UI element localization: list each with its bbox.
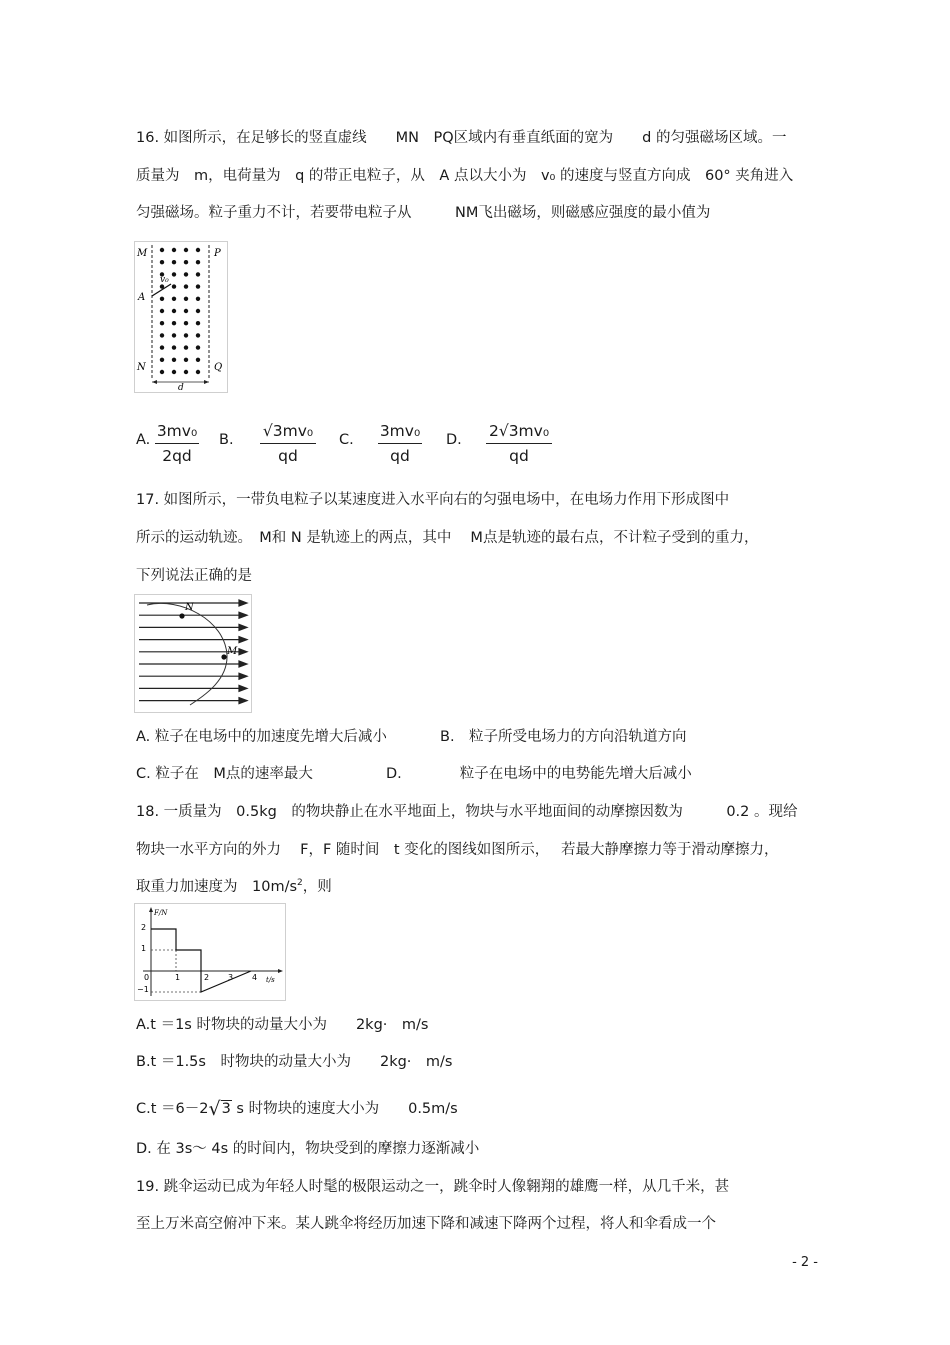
field-dot	[184, 345, 188, 349]
q17-option-d: D. 粒子在电场中的电势能先增大后减小	[386, 766, 692, 782]
q16-option-a-letter: A.	[136, 432, 151, 448]
q16-option-d-fraction	[486, 420, 552, 467]
q18-option-d: D. 在 3s～ 4s 的时间内，物块受到的摩擦力逐渐减小	[136, 1141, 480, 1157]
q16-option-a-denominator: 2qd	[162, 447, 192, 465]
y-tick-0: 0	[144, 973, 150, 982]
field-dot	[184, 370, 188, 374]
label-d: d	[178, 383, 184, 392]
field-dot	[196, 284, 200, 288]
field-dot	[184, 284, 188, 288]
field-dot	[196, 309, 200, 313]
field-dot	[196, 297, 200, 301]
field-dot	[184, 321, 188, 325]
q18-option-c-part3: s 时物块的速度大小为 0.5m/s	[231, 1101, 458, 1117]
field-dot	[172, 284, 176, 288]
q18-option-c-radicand: 3	[221, 1101, 231, 1117]
field-dot	[196, 358, 200, 362]
field-dot	[196, 321, 200, 325]
field-dot	[160, 370, 164, 374]
q16-magnetic-field-figure	[134, 241, 228, 393]
field-dot	[172, 345, 176, 349]
field-dot	[172, 272, 176, 276]
field-dot	[196, 345, 200, 349]
q18-line3	[136, 875, 332, 896]
label-v0: v₀	[160, 275, 169, 285]
x-tick-2: 2	[204, 973, 210, 982]
field-dot	[184, 297, 188, 301]
q17-option-c: C. 粒子在 M点的速率最大	[136, 766, 313, 782]
field-arrowhead	[239, 649, 247, 655]
field-dot	[184, 333, 188, 337]
y-tick-2: 2	[141, 923, 147, 932]
field-dot	[160, 358, 164, 362]
field-dot	[172, 309, 176, 313]
point-M	[221, 654, 226, 659]
q18-option-b: B.t ＝1.5s 时物块的动量大小为 2kg· m/s	[136, 1054, 453, 1070]
field-dot	[172, 333, 176, 337]
field-arrowhead	[239, 685, 247, 691]
x-tick-4: 4	[252, 973, 258, 982]
field-arrowhead	[239, 600, 247, 606]
field-dot	[184, 248, 188, 252]
q18-option-c	[136, 1096, 458, 1118]
q18-option-a: A.t ＝1s 时物块的动量大小为 2kg· m/s	[136, 1017, 429, 1033]
y-tick-neg1: −1	[137, 985, 149, 994]
field-arrowhead	[239, 673, 247, 679]
x-tick-1: 1	[175, 973, 181, 982]
q16-option-c-denominator: qd	[390, 447, 410, 465]
q16-option-d-denominator: qd	[509, 447, 529, 465]
y-tick-1: 1	[141, 944, 147, 953]
q16-option-b-fraction	[260, 420, 316, 467]
q17-figure-svg	[135, 595, 251, 712]
q18-force-time-graph	[134, 903, 286, 1001]
label-Q: Q	[214, 362, 223, 373]
x-axis-label: t/s	[266, 976, 275, 984]
label-N: N	[137, 362, 146, 373]
field-dot	[160, 333, 164, 337]
field-dot	[184, 272, 188, 276]
q17-option-b: B. 粒子所受电场力的方向沿轨道方向	[440, 729, 687, 745]
q18-line2: 物块一水平方向的外力 F，F 随时间 t 变化的图线如图所示， 若最大静摩擦力等于滑动摩擦力，	[136, 842, 779, 858]
label-P: P	[214, 248, 221, 259]
field-dot	[196, 248, 200, 252]
q17-option-a: A. 粒子在电场中的加速度先增大后减小	[136, 729, 387, 745]
field-arrowhead	[239, 698, 247, 704]
field-dot	[160, 345, 164, 349]
sqrt-sign: √	[208, 1098, 221, 1120]
q16-line2: 质量为 m，电荷量为 q 的带正电粒子，从 A 点以大小为 v₀ 的速度与竖直方向成 60° 夹角进入	[136, 168, 794, 184]
q18-line3-b: ，则	[302, 879, 332, 895]
q18-chart-svg	[135, 904, 285, 1000]
label-M: M	[227, 646, 238, 657]
label-M: M	[137, 248, 148, 259]
q16-line1: 16. 如图所示，在足够长的竖直虚线 MN PQ区域内有垂直纸面的宽为 d 的匀强磁场区域。一	[136, 130, 787, 146]
y-axis-label: F/N	[154, 909, 168, 917]
q16-option-a-fraction	[155, 420, 199, 467]
field-dot	[172, 297, 176, 301]
q16-option-b-denominator: qd	[278, 447, 298, 465]
field-dot	[196, 370, 200, 374]
label-N: N	[185, 602, 194, 613]
q19-line2: 至上万米高空俯冲下来。某人跳伞将经历加速下降和减速下降两个过程，将人和伞看成一个	[136, 1216, 716, 1232]
q18-line1: 18. 一质量为 0.5kg 的物块静止在水平地面上，物块与水平地面间的动摩擦因数为 0.2 。现给	[136, 804, 798, 820]
field-dot	[172, 260, 176, 264]
field-dot	[184, 309, 188, 313]
q16-option-b-numerator: √3mv₀	[262, 422, 314, 440]
q16-option-d-letter: D.	[446, 432, 462, 448]
field-dot	[160, 260, 164, 264]
q16-option-c-fraction	[378, 420, 422, 467]
q16-option-c-numerator: 3mv₀	[379, 422, 421, 440]
q16-option-c-letter: C.	[339, 432, 354, 448]
q18-option-c-part1: C.t ＝6－2	[136, 1101, 209, 1117]
q16-line3: 匀强磁场。粒子重力不计，若要带电粒子从 NM飞出磁场，则磁感应强度的最小值为	[136, 205, 711, 221]
field-dot	[196, 333, 200, 337]
trajectory-curve	[147, 603, 227, 705]
field-dot	[184, 358, 188, 362]
q19-line1: 19. 跳伞运动已成为年轻人时髦的极限运动之一，跳伞时人像翱翔的雄鹰一样，从几千米，甚	[136, 1179, 730, 1195]
field-dot	[160, 309, 164, 313]
label-A: A	[138, 292, 146, 303]
point-N	[179, 613, 184, 618]
field-dot	[196, 260, 200, 264]
q18-line3-a: 取重力加速度为 10m/s	[136, 879, 298, 895]
field-arrowhead	[239, 612, 247, 618]
field-arrowhead	[239, 661, 247, 667]
field-dot	[172, 321, 176, 325]
q18-line3-sup: 2	[297, 878, 303, 889]
field-dot	[160, 321, 164, 325]
force-series-line	[151, 929, 251, 992]
q16-option-b-letter: B.	[219, 432, 234, 448]
field-dot	[184, 260, 188, 264]
field-arrowhead	[239, 624, 247, 630]
q16-figure-svg	[135, 242, 227, 392]
field-dot	[172, 370, 176, 374]
q17-electric-field-figure	[134, 594, 252, 713]
field-dot	[196, 272, 200, 276]
q17-line2: 所示的运动轨迹。 M和 N 是轨迹上的两点，其中 M点是轨迹的最右点，不计粒子受到的重力，	[136, 530, 759, 546]
field-dot	[172, 248, 176, 252]
field-dot	[160, 248, 164, 252]
q17-line1: 17. 如图所示，一带负电粒子以某速度进入水平向右的匀强电场中，在电场力作用下形成图中	[136, 492, 730, 508]
field-dot	[172, 358, 176, 362]
page-number: - 2 -	[792, 1255, 818, 1270]
field-dot	[160, 297, 164, 301]
q17-line3: 下列说法正确的是	[136, 568, 252, 584]
q16-option-a-numerator: 3mv₀	[156, 422, 198, 440]
field-arrowhead	[239, 637, 247, 643]
q16-option-d-numerator: 2√3mv₀	[488, 422, 550, 440]
x-tick-3: 3	[228, 973, 234, 982]
field-dots	[160, 248, 200, 374]
